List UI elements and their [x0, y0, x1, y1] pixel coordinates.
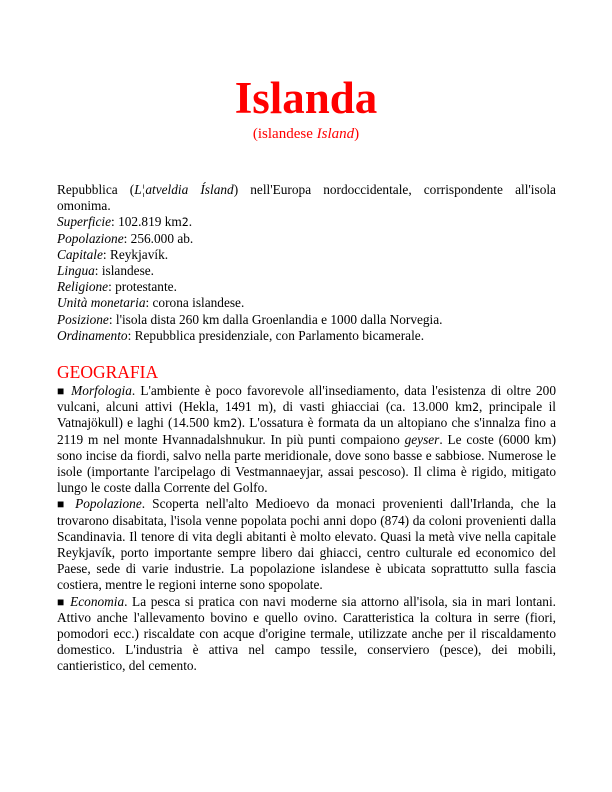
bullet-square-icon: ■	[57, 384, 67, 399]
term-geyser: geyser	[404, 431, 440, 447]
fact-value: : islandese.	[94, 263, 155, 279]
fact-label: Posizione	[57, 311, 109, 327]
paragraph-economia	[57, 594, 556, 675]
fact-value: : corona islandese.	[145, 295, 245, 311]
fact-label: Capitale	[57, 246, 103, 262]
fact-label: Unità monetaria	[57, 295, 146, 311]
unit-superscript: 2	[230, 416, 238, 431]
fact-value: : l'isola dista 260 km dalla Groenlandia e 1000 dalla Norvegia.	[108, 311, 443, 327]
section-heading-geografia: GEOGRAFIA	[57, 362, 159, 383]
paragraph-text: , principale il Vatnajökull) e laghi (14.500 km	[57, 399, 556, 431]
fact-ordinamento	[57, 328, 556, 344]
bullet-square-icon: ■	[57, 594, 66, 609]
bullet-square-icon: ■	[57, 497, 69, 512]
paragraph-label: Popolazione	[75, 496, 142, 512]
intro-paragraph	[57, 182, 556, 214]
page-subtitle	[0, 124, 612, 144]
fact-value-tail: .	[188, 214, 193, 230]
subtitle-native-name: Island	[316, 126, 355, 142]
fact-lingua	[57, 263, 556, 279]
intro-text-end: ) nell'Europa nordoccidentale, corrispondente all'isola omonima.	[57, 182, 556, 214]
paragraph-label: Economia	[70, 593, 125, 609]
subtitle-suffix: )	[354, 126, 360, 142]
paragraph-text: . La pesca si pratica con navi moderne sia attorno all'isola, sia in mari lontani. Attivo anche l'allevamento bovino e quello ovino. Caratteristica la coltura in serre (fiori, pomodori ecc.) riscaldate con acque d'origine termale, utilizzate anche per il riscaldamento domestico. L'industria è attiva nel campo tessile, conserviero (pesce), dei mobili, cantieristico, del cemento.	[57, 593, 556, 674]
paragraph-morfologia	[57, 383, 556, 496]
fact-posizione	[57, 312, 556, 328]
intro-text-start: Repubblica (	[57, 182, 135, 197]
fact-value: : Reykjavík.	[102, 246, 169, 262]
fact-label: Superficie	[57, 214, 112, 230]
unit-superscript: 2	[472, 400, 480, 415]
fact-unita-monetaria	[57, 295, 556, 311]
unit-superscript: 2	[181, 215, 189, 230]
paragraph-text: . Scoperta nell'alto Medioevo da monaci provenienti dall'Irlanda, che la trovarono disabitata, l'isola venne popolata pochi anni dopo (874) da coloni provenienti dalla Scandinavia. Il tenore di vita degli abitanti è molto elevato. Quasi la metà vive nella capitale Reykjavík, porto importante sempre libero dai ghiacci, centro culturale ed economico del Paese, sede di varie industrie. La popolazione islandese è ubicata soprattutto sulla fascia costiera, mentre le regioni interne sono spopolate.	[57, 496, 556, 593]
fact-label: Ordinamento	[57, 327, 128, 343]
page-title: Islanda	[234, 73, 378, 123]
fact-popolazione	[57, 231, 556, 247]
fact-value: : protestante.	[108, 279, 177, 295]
subtitle-prefix: (islandese	[252, 126, 317, 142]
fact-label: Lingua	[57, 263, 95, 279]
paragraph-label: Morfologia	[71, 383, 132, 399]
fact-superficie	[57, 214, 556, 230]
fact-capitale	[57, 247, 556, 263]
fact-value: : Repubblica presidenziale, con Parlamento bicamerale.	[127, 327, 425, 343]
article-body	[57, 182, 556, 675]
paragraph-text: . Le coste (6000 km) sono incise da fiordi, salvo nella parte meridionale, dove sono basse e sabbiose. Numerose le isole (importante l'arcipelago di Vestmannaeyjar, assai pescoso). Il clima è rigido, mitigato lungo le coste dalla Corrente del Golfo.	[57, 431, 557, 496]
fact-religione	[57, 279, 556, 295]
paragraph-popolazione	[57, 496, 556, 593]
fact-value: : 256.000 ab.	[123, 230, 194, 246]
native-name: L¦atveldia Ísland	[134, 182, 234, 197]
fact-label: Religione	[57, 279, 109, 295]
fact-value: : 102.819 km	[111, 214, 182, 230]
paragraph-text: ). L'ossatura è formata da un altopiano che s'innalza fino a 2119 m nel monte Hvannadalshnukur. In più punti compaiono	[57, 415, 556, 447]
paragraph-text: . L'ambiente è poco favorevole all'insediamento, data l'esistenza di oltre 200 vulcani, alcuni attivi (Hekla, 1491 m), di vasti ghiacciai (ca. 13.000 km	[57, 383, 556, 415]
fact-label: Popolazione	[57, 230, 124, 246]
facts-list	[57, 214, 556, 344]
